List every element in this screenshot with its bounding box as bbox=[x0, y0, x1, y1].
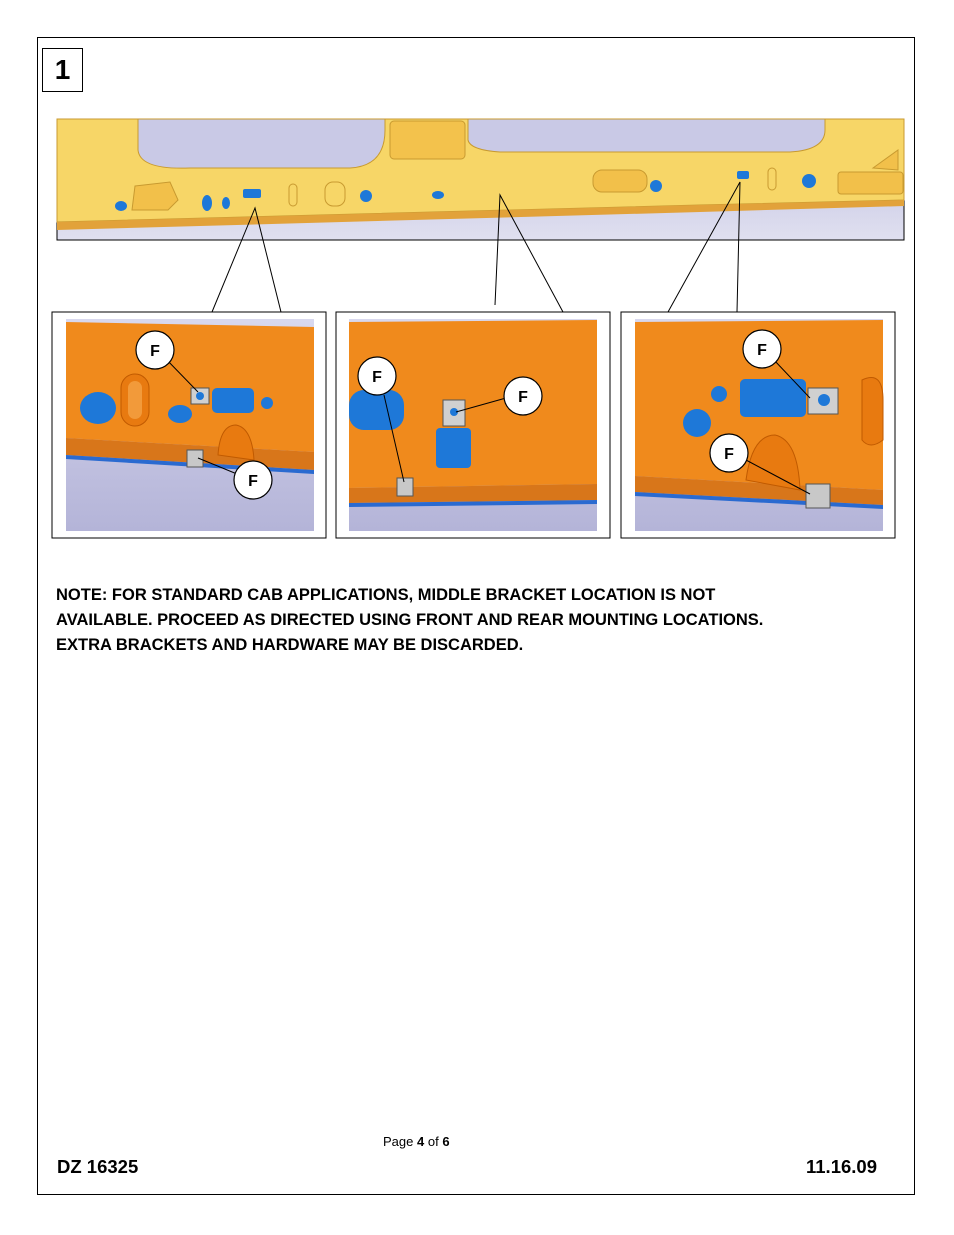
detail-panel-middle bbox=[336, 312, 610, 538]
callout-label: F bbox=[248, 473, 258, 490]
page-total: 6 bbox=[442, 1134, 450, 1149]
callout-label: F bbox=[724, 446, 734, 463]
page-current: 4 bbox=[417, 1134, 425, 1149]
note-line: AVAILABLE. PROCEED AS DIRECTED USING FRONT AND REAR MOUNTING LOCATIONS. bbox=[56, 611, 764, 629]
installation-figure bbox=[0, 0, 954, 560]
page-prefix: Page bbox=[383, 1134, 414, 1149]
detail-panel-front bbox=[52, 312, 326, 538]
callout-label: F bbox=[518, 389, 528, 406]
document-date: 11.16.09 bbox=[806, 1156, 877, 1177]
callout-label: F bbox=[757, 342, 767, 359]
note-text bbox=[56, 583, 896, 658]
callout-label: F bbox=[372, 369, 382, 386]
callout-label: F bbox=[150, 343, 160, 360]
page-number bbox=[383, 1134, 450, 1149]
document-id: DZ 16325 bbox=[57, 1156, 139, 1177]
overview-frame-rail bbox=[57, 119, 904, 240]
page-of: of bbox=[427, 1134, 439, 1149]
step-number: 1 bbox=[42, 48, 83, 92]
note-line: NOTE: FOR STANDARD CAB APPLICATIONS, MIDDLE BRACKET LOCATION IS NOT bbox=[56, 586, 716, 604]
note-line: EXTRA BRACKETS AND HARDWARE MAY BE DISCARDED. bbox=[56, 636, 524, 654]
